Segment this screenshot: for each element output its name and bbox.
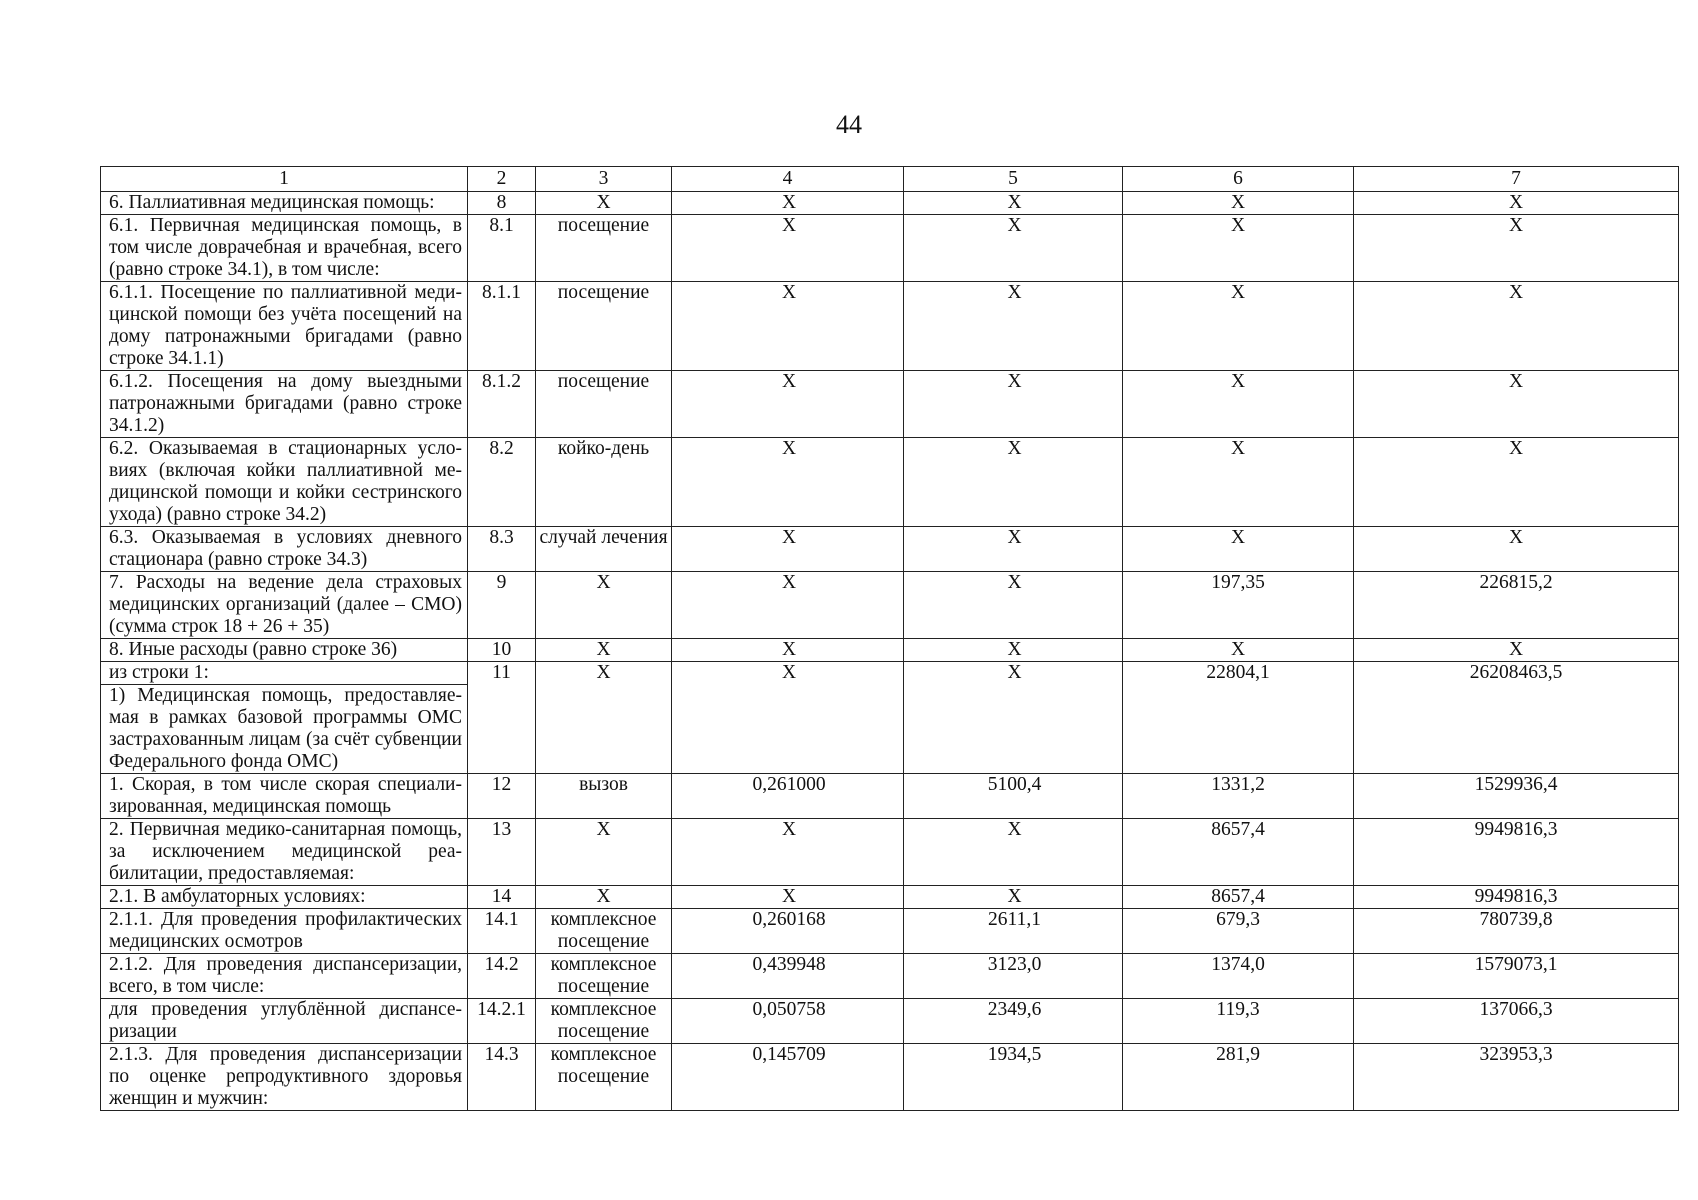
row-label-cell: 7. Расходы на ведение дела страховых медицинских организаций (далее – СМО) (сумма строк 18 + 26 + 35) (101, 572, 468, 639)
unit-cell: комплексное посещение (536, 954, 672, 999)
unit-cell: X (536, 886, 672, 909)
unit-cell: комплексное посещение (536, 999, 672, 1044)
table-row (101, 527, 1679, 572)
row-label-cell: 6.1. Первичная медицинская помощь, в том числе доврачебная и врачебная, всего (равно строке 34.1), в том числе: (101, 215, 468, 282)
norm-volume-cell: X (672, 282, 904, 371)
row-label-cell: 2.1. В амбулаторных условиях: (101, 886, 468, 909)
norm-volume-cell: X (672, 371, 904, 438)
row-code-cell: 8.3 (468, 527, 536, 572)
unit-cell: случай лечения (536, 527, 672, 572)
table-row (101, 954, 1679, 999)
norm-cost-cell: 5100,4 (904, 774, 1123, 819)
total-value-cell: 26208463,5 (1354, 662, 1679, 774)
row-label-cell: 6. Паллиативная медицинская помощь: (101, 192, 468, 215)
row-code-cell: 10 (468, 639, 536, 662)
unit-cell: X (536, 572, 672, 639)
row-label-cell: 6.2. Оказываемая в стационарных условиях (включая койки паллиативной медицинской помощи и койки сестринского ухода) (равно строке 34.2) (101, 438, 468, 527)
row-code-cell: 12 (468, 774, 536, 819)
total-value-cell: X (1354, 639, 1679, 662)
per-capita-value-cell: 1374,0 (1123, 954, 1354, 999)
row-code-cell: 13 (468, 819, 536, 886)
column-number: 6 (1123, 167, 1354, 192)
per-capita-value-cell: X (1123, 192, 1354, 215)
table-row (101, 819, 1679, 886)
total-value-cell: X (1354, 282, 1679, 371)
norm-volume-cell: 0,439948 (672, 954, 904, 999)
row-label-cell (101, 662, 468, 774)
norm-cost-cell: X (904, 527, 1123, 572)
column-number: 3 (536, 167, 672, 192)
per-capita-value-cell: X (1123, 282, 1354, 371)
row-code-cell: 8.1.2 (468, 371, 536, 438)
norm-cost-cell: X (904, 639, 1123, 662)
table-row (101, 192, 1679, 215)
column-number: 7 (1354, 167, 1679, 192)
unit-cell: посещение (536, 215, 672, 282)
row-label-cell: для проведения углублённой диспансеризации (101, 999, 468, 1044)
total-value-cell: X (1354, 215, 1679, 282)
row-label-cell: 2.1.1. Для проведения профилактических медицинских осмотров (101, 909, 468, 954)
per-capita-value-cell: 1331,2 (1123, 774, 1354, 819)
total-value-cell: 137066,3 (1354, 999, 1679, 1044)
norm-cost-cell: X (904, 282, 1123, 371)
total-value-cell: X (1354, 371, 1679, 438)
norm-volume-cell: X (672, 527, 904, 572)
norm-cost-cell: X (904, 371, 1123, 438)
per-capita-value-cell: 22804,1 (1123, 662, 1354, 774)
per-capita-value-cell: 197,35 (1123, 572, 1354, 639)
total-value-cell: 1529936,4 (1354, 774, 1679, 819)
unit-cell: X (536, 819, 672, 886)
table-row (101, 1044, 1679, 1111)
row-label-cell: 6.1.2. Посещения на дому выездными патронажными бригадами (равно строке 34.1.2) (101, 371, 468, 438)
total-value-cell: 9949816,3 (1354, 819, 1679, 886)
norm-volume-cell: X (672, 639, 904, 662)
row-code-cell: 8.2 (468, 438, 536, 527)
total-value-cell: 226815,2 (1354, 572, 1679, 639)
row-code-cell: 14.3 (468, 1044, 536, 1111)
total-value-cell: X (1354, 527, 1679, 572)
row-label-cell: 8. Иные расходы (равно строке 36) (101, 639, 468, 662)
row-label-cell: 1. Скорая, в том числе скорая специализированная, медицинская помощь (101, 774, 468, 819)
per-capita-value-cell: X (1123, 639, 1354, 662)
norm-volume-cell: X (672, 662, 904, 774)
norm-cost-cell: X (904, 886, 1123, 909)
norm-cost-cell: X (904, 572, 1123, 639)
table-row (101, 282, 1679, 371)
total-value-cell: 323953,3 (1354, 1044, 1679, 1111)
column-number: 1 (101, 167, 468, 192)
total-value-cell: X (1354, 438, 1679, 527)
page-number: 44 (836, 110, 862, 139)
unit-cell: X (536, 662, 672, 774)
row-label-cell: 6.3. Оказываемая в условиях дневного стационара (равно строке 34.3) (101, 527, 468, 572)
data-table (100, 166, 1679, 1111)
total-value-cell: 1579073,1 (1354, 954, 1679, 999)
per-capita-value-cell: X (1123, 438, 1354, 527)
row-code-cell: 14.1 (468, 909, 536, 954)
per-capita-value-cell: X (1123, 527, 1354, 572)
norm-volume-cell: X (672, 438, 904, 527)
unit-cell: посещение (536, 282, 672, 371)
per-capita-value-cell: 281,9 (1123, 1044, 1354, 1111)
row-code-cell: 14.2.1 (468, 999, 536, 1044)
unit-cell: X (536, 192, 672, 215)
unit-cell: койко-день (536, 438, 672, 527)
unit-cell: посещение (536, 371, 672, 438)
row-code-cell: 9 (468, 572, 536, 639)
norm-volume-cell: X (672, 572, 904, 639)
column-number: 2 (468, 167, 536, 192)
row-code-cell: 14.2 (468, 954, 536, 999)
table-row (101, 886, 1679, 909)
table-row (101, 371, 1679, 438)
table-row (101, 639, 1679, 662)
norm-cost-cell: 1934,5 (904, 1044, 1123, 1111)
per-capita-value-cell: 8657,4 (1123, 819, 1354, 886)
unit-cell: вызов (536, 774, 672, 819)
row-label-cell: 2. Первичная медико-санитарная помощь, за исключением медицинской реабилитации, предоставляемая: (101, 819, 468, 886)
row-code-cell: 14 (468, 886, 536, 909)
per-capita-value-cell: 119,3 (1123, 999, 1354, 1044)
norm-volume-cell: X (672, 215, 904, 282)
table-row (101, 662, 1679, 774)
column-number-row (101, 167, 1679, 192)
norm-volume-cell: 0,145709 (672, 1044, 904, 1111)
norm-volume-cell: 0,261000 (672, 774, 904, 819)
row-label: из строки 1: (109, 662, 209, 683)
row-label-cell: 2.1.2. Для проведения диспансеризации, всего, в том числе: (101, 954, 468, 999)
row-code-cell: 8 (468, 192, 536, 215)
per-capita-value-cell: X (1123, 371, 1354, 438)
norm-volume-cell: X (672, 192, 904, 215)
unit-cell: X (536, 639, 672, 662)
norm-cost-cell: 2611,1 (904, 909, 1123, 954)
norm-volume-cell: 0,260168 (672, 909, 904, 954)
table-row (101, 774, 1679, 819)
row-label-cell: 6.1.1. Посещение по паллиативной медицинской помощи без учёта посещений на дому патронажными бригадами (равно строке 34.1.1) (101, 282, 468, 371)
table-row (101, 999, 1679, 1044)
table-row (101, 909, 1679, 954)
norm-cost-cell: X (904, 215, 1123, 282)
norm-cost-cell: X (904, 662, 1123, 774)
total-value-cell: 780739,8 (1354, 909, 1679, 954)
row-code-cell: 8.1 (468, 215, 536, 282)
row-label-sub: 1) Медицинская помощь, предоставляемая в рамках базовой программы ОМС застрахованным лицам (за счёт субвенции Федерального фонда ОМС) (101, 684, 467, 773)
per-capita-value-cell: X (1123, 215, 1354, 282)
norm-cost-cell: 3123,0 (904, 954, 1123, 999)
per-capita-value-cell: 8657,4 (1123, 886, 1354, 909)
norm-volume-cell: X (672, 886, 904, 909)
norm-cost-cell: X (904, 819, 1123, 886)
column-number: 4 (672, 167, 904, 192)
column-number: 5 (904, 167, 1123, 192)
per-capita-value-cell: 679,3 (1123, 909, 1354, 954)
norm-volume-cell: 0,050758 (672, 999, 904, 1044)
table-row (101, 215, 1679, 282)
table-row (101, 438, 1679, 527)
total-value-cell: X (1354, 192, 1679, 215)
unit-cell: комплексное посещение (536, 1044, 672, 1111)
norm-cost-cell: 2349,6 (904, 999, 1123, 1044)
norm-volume-cell: X (672, 819, 904, 886)
row-code-cell: 8.1.1 (468, 282, 536, 371)
total-value-cell: 9949816,3 (1354, 886, 1679, 909)
row-label-cell: 2.1.3. Для проведения диспансеризации по оценке репродуктивного здоровья женщин и мужчин: (101, 1044, 468, 1111)
norm-cost-cell: X (904, 438, 1123, 527)
unit-cell: комплексное посещение (536, 909, 672, 954)
norm-cost-cell: X (904, 192, 1123, 215)
row-code-cell: 11 (468, 662, 536, 774)
table-row (101, 572, 1679, 639)
